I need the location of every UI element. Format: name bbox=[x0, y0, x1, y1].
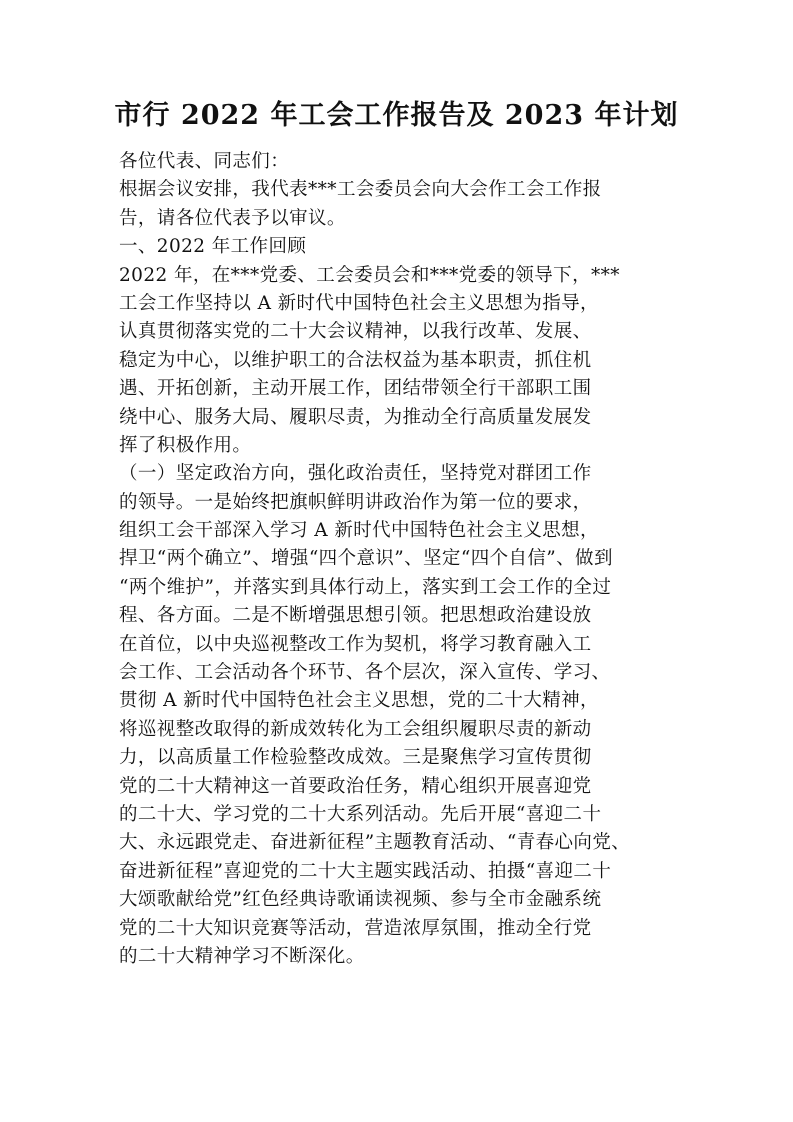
paragraph-line: 将巡视整改取得的新成效转化为工会组织履职尽责的新动 bbox=[119, 718, 592, 740]
paragraph-line: 绕中心、服务大局、履职尽责，为推动全行高质量发展发 bbox=[119, 406, 592, 428]
paragraph-line: 力，以高质量工作检验整改成效。三是聚焦学习宣传贯彻 bbox=[119, 747, 592, 769]
paragraph-line: 认真贯彻落实党的二十大会议精神，以我行改革、发展、 bbox=[119, 321, 592, 343]
paragraph-line: 大颂歌献给党”红色经典诗歌诵读视频、参与全市金融系统 bbox=[119, 889, 602, 911]
paragraph-line: 一、2022 年工作回顾 bbox=[119, 236, 307, 258]
paragraph-line: 会工作、工会活动各个环节、各个层次，深入宣传、学习、 bbox=[119, 662, 611, 684]
paragraph-line: 遇、开拓创新，主动开展工作，团结带领全行干部职工围 bbox=[119, 378, 592, 400]
document-body bbox=[119, 148, 679, 971]
paragraph-line: “两个维护”，并落实到具体行动上，落实到工会工作的全过 bbox=[119, 576, 612, 598]
paragraph-line: 贯彻 A 新时代中国特色社会主义思想，党的二十大精神， bbox=[119, 690, 599, 712]
paragraph-line: 各位代表、同志们： bbox=[119, 151, 290, 172]
paragraph-line: 奋进新征程”喜迎党的二十大主题实践活动、拍摄“喜迎二十 bbox=[119, 860, 612, 882]
paragraph-line: 稳定为中心，以维护职工的合法权益为基本职责，抓住机 bbox=[119, 349, 592, 371]
paragraph-line: 根据会议安排，我代表***工会委员会向大会作工会工作报 bbox=[119, 179, 602, 201]
paragraph-line: 的领导。一是始终把旗帜鲜明讲政治作为第一位的要求， bbox=[119, 491, 592, 513]
paragraph-line: 挥了积极作用。 bbox=[119, 434, 252, 456]
paragraph-line: 捍卫“两个确立”、增强“四个意识”、坚定“四个自信”、做到 bbox=[119, 548, 613, 570]
paragraph-line: 的二十大、学习党的二十大系列活动。先后开展“喜迎二十 bbox=[119, 803, 602, 825]
paragraph-line: 告，请各位代表予以审议。 bbox=[119, 207, 346, 229]
paragraph-line: 程、各方面。二是不断增强思想引领。把思想政治建设放 bbox=[119, 605, 592, 627]
document-title: 市行 2022 年工会工作报告及 2023 年计划 bbox=[114, 100, 679, 131]
paragraph-line: 组织工会干部深入学习 A 新时代中国特色社会主义思想， bbox=[119, 520, 599, 542]
paragraph-line: 的二十大精神学习不断深化。 bbox=[119, 945, 365, 967]
paragraph-line: 党的二十大精神这一首要政治任务，精心组织开展喜迎党 bbox=[119, 775, 592, 797]
paragraph-line: （一）坚定政治方向，强化政治责任，坚持党对群团工作 bbox=[119, 463, 592, 485]
paragraph-line: 在首位，以中央巡视整改工作为契机，将学习教育融入工 bbox=[119, 633, 592, 655]
paragraph-line: 大、永远跟党走、奋进新征程”主题教育活动、“青春心向党、 bbox=[119, 832, 631, 854]
paragraph-line: 工会工作坚持以 A 新时代中国特色社会主义思想为指导， bbox=[119, 292, 599, 314]
paragraph-line: 2022 年，在***党委、工会委员会和***党委的领导下，*** bbox=[119, 264, 620, 286]
paragraph-line: 党的二十大知识竞赛等活动，营造浓厚氛围，推动全行党 bbox=[119, 917, 592, 939]
